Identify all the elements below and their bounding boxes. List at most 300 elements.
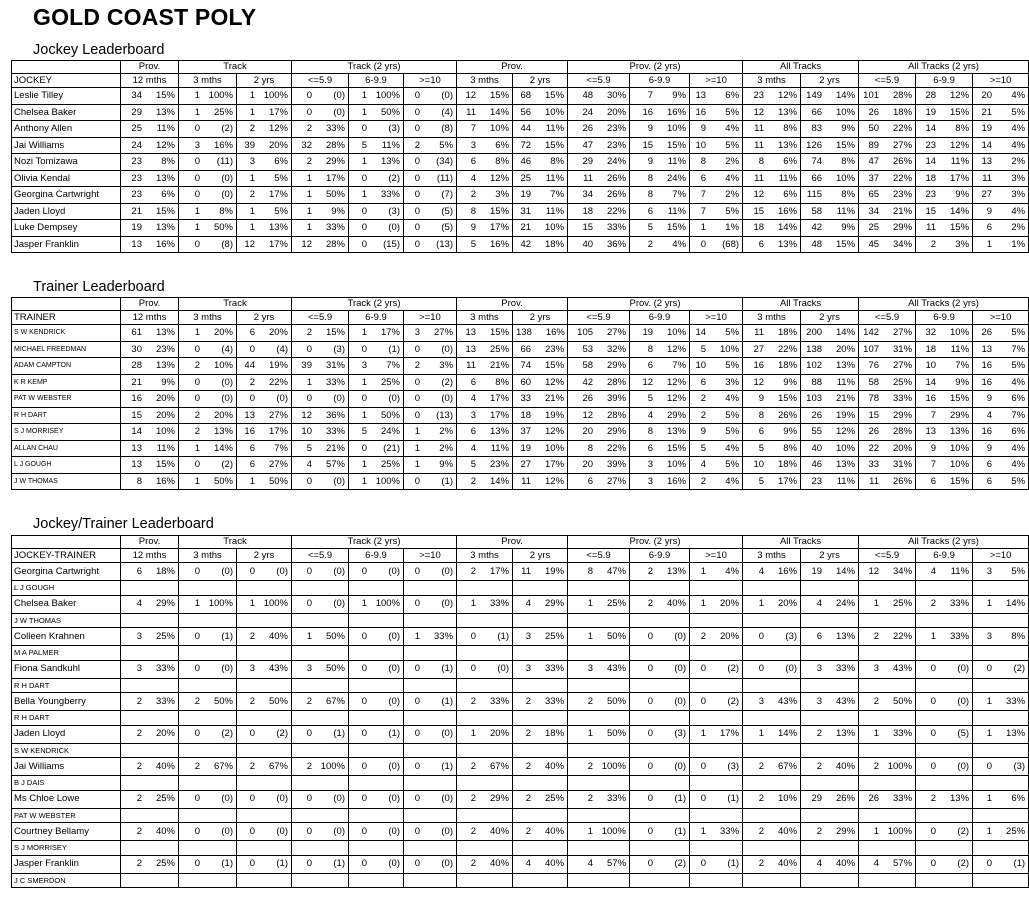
- stat-wins: 0: [306, 565, 312, 577]
- stat-cell: [121, 725, 179, 743]
- stat-cell: [630, 790, 690, 808]
- stat-percent: (0): [674, 695, 687, 707]
- stat-wins: 11: [521, 565, 532, 577]
- stat-cell: [973, 563, 1029, 581]
- empty-cell: [404, 776, 457, 791]
- stat-wins: 3: [525, 630, 532, 642]
- empty-cell: [237, 646, 292, 661]
- stat-cell: [916, 595, 973, 613]
- stat-cell: [349, 137, 404, 154]
- stat-cell: [690, 823, 743, 841]
- stat-wins: 21: [131, 205, 142, 217]
- stat-wins: 1: [758, 728, 765, 740]
- stat-cell: [237, 693, 292, 711]
- stat-wins: 3: [758, 695, 765, 707]
- stat-percent: (1): [441, 663, 454, 675]
- stat-percent: 100%: [375, 475, 400, 487]
- stat-wins: 12: [301, 409, 312, 421]
- empty-cell: [513, 873, 568, 888]
- stat-cell: [916, 823, 973, 841]
- name-column-header: JOCKEY: [12, 74, 121, 88]
- stat-cell: [237, 236, 292, 253]
- stat-percent: (4): [276, 343, 288, 355]
- stat-cell: [179, 693, 237, 711]
- stat-wins: 4: [647, 409, 654, 421]
- stat-wins: 8: [136, 475, 142, 487]
- stat-percent: 20%: [155, 393, 175, 404]
- stat-percent: 8%: [783, 123, 798, 134]
- stat-percent: 25%: [213, 106, 233, 118]
- stat-percent: (1): [333, 858, 345, 870]
- stat-wins: 4: [470, 442, 477, 454]
- stat-percent: (0): [441, 793, 454, 805]
- column-header-cell: <=5.9: [568, 74, 630, 88]
- stat-percent: 40%: [778, 825, 798, 837]
- stat-wins: 0: [194, 376, 200, 388]
- stat-wins: 2: [816, 825, 823, 837]
- empty-cell: [179, 841, 237, 856]
- column-header-cell: 6-9.9: [916, 74, 973, 88]
- stat-wins: 25: [868, 222, 880, 233]
- stat-percent: (0): [333, 393, 345, 404]
- blank-header-cell: [12, 536, 121, 549]
- stat-percent: 10%: [545, 442, 565, 454]
- stat-wins: 4: [525, 858, 532, 870]
- stat-wins: 0: [194, 123, 200, 134]
- empty-cell: [292, 743, 349, 758]
- stat-wins: 50: [868, 123, 880, 134]
- stat-percent: 13%: [836, 459, 856, 470]
- stat-percent: 47%: [607, 565, 627, 577]
- stat-cell: [513, 595, 568, 613]
- stat-percent: 11%: [836, 475, 856, 487]
- stat-wins: 21: [131, 376, 142, 388]
- stat-cell: [349, 203, 404, 220]
- empty-cell: [513, 678, 568, 693]
- trainer-subrow: [12, 743, 1029, 758]
- table-row: [12, 725, 1029, 743]
- stat-cell: [179, 358, 237, 375]
- stat-cell: [859, 473, 916, 490]
- table-row: [12, 595, 1029, 613]
- stat-wins: 2: [816, 728, 823, 740]
- stat-wins: 27: [981, 189, 993, 200]
- stat-wins: 0: [306, 90, 312, 101]
- stat-cell: [859, 88, 916, 105]
- stat-wins: 6: [986, 459, 993, 470]
- stat-percent: 33%: [545, 663, 565, 675]
- column-header-row: [12, 311, 1029, 325]
- stat-wins: 0: [194, 238, 200, 250]
- stat-wins: 2: [758, 760, 765, 772]
- stat-wins: 11: [926, 222, 937, 233]
- stat-percent: (3): [785, 630, 798, 642]
- stat-wins: 138: [806, 343, 823, 355]
- stat-percent: 12%: [155, 139, 175, 151]
- stat-cell: [349, 88, 404, 105]
- stat-cell: [237, 563, 292, 581]
- stat-percent: 5%: [274, 172, 288, 184]
- stat-wins: 3: [873, 663, 880, 675]
- stat-cell: [179, 104, 237, 121]
- stat-percent: 4%: [1011, 205, 1026, 217]
- stat-wins: 1: [700, 728, 707, 740]
- stat-percent: 33%: [607, 793, 627, 805]
- empty-cell: [513, 581, 568, 596]
- stat-wins: 1: [873, 825, 880, 837]
- empty-cell: [457, 678, 513, 693]
- stat-cell: [916, 473, 973, 490]
- stat-cell: [237, 725, 292, 743]
- stat-cell: [121, 121, 179, 138]
- empty-cell: [237, 711, 292, 726]
- stat-percent: 40%: [490, 858, 510, 870]
- column-header-row: [12, 549, 1029, 563]
- stat-cell: [404, 563, 457, 581]
- stat-percent: 1%: [725, 222, 740, 233]
- stat-cell: [349, 790, 404, 808]
- stat-percent: 23%: [545, 343, 565, 355]
- stat-wins: 3: [414, 327, 421, 338]
- empty-cell: [349, 808, 404, 823]
- stat-percent: (0): [388, 663, 400, 675]
- stat-percent: 29%: [490, 793, 510, 805]
- stat-wins: 3: [249, 663, 255, 675]
- trainer-name-cell: L J GOUGH: [12, 581, 121, 596]
- stat-percent: 20%: [778, 598, 798, 610]
- empty-cell: [121, 808, 179, 823]
- stat-percent: 16%: [778, 565, 798, 577]
- stat-wins: 2: [470, 760, 477, 772]
- trainer-section-title: Trainer Leaderboard: [33, 279, 165, 295]
- stat-wins: 0: [930, 728, 937, 740]
- group-header-cell: Prov.: [121, 298, 179, 311]
- empty-cell: [859, 873, 916, 888]
- stat-wins: 6: [700, 376, 707, 388]
- stat-percent: (0): [276, 793, 288, 805]
- stat-wins: 0: [249, 565, 255, 577]
- stat-wins: 2: [647, 565, 654, 577]
- stat-percent: 5%: [1011, 106, 1026, 118]
- stat-percent: 11%: [778, 172, 798, 184]
- empty-cell: [568, 613, 630, 628]
- stat-wins: 0: [361, 238, 367, 250]
- stat-cell: [743, 187, 801, 204]
- stat-percent: 5%: [1011, 475, 1026, 487]
- stat-wins: 13: [695, 90, 707, 101]
- stat-wins: 6: [136, 565, 142, 577]
- stat-percent: 6%: [1011, 393, 1026, 404]
- stat-cell: [916, 170, 973, 187]
- stat-percent: 27%: [268, 459, 288, 470]
- stat-cell: [457, 391, 513, 408]
- stat-wins: 32: [925, 327, 937, 338]
- stat-wins: 1: [700, 598, 707, 610]
- empty-cell: [973, 743, 1029, 758]
- stat-percent: (2): [957, 825, 970, 837]
- stat-cell: [457, 325, 513, 342]
- stat-wins: 0: [361, 393, 367, 404]
- trainer-name-cell: PAT W WEBSTER: [12, 808, 121, 823]
- stat-cell: [457, 424, 513, 441]
- column-header-cell: <=5.9: [568, 549, 630, 563]
- stat-wins: 0: [647, 825, 654, 837]
- column-header-cell: 2 yrs: [513, 311, 568, 325]
- stat-cell: [630, 473, 690, 490]
- stat-percent: 4%: [1011, 123, 1026, 134]
- empty-cell: [179, 808, 237, 823]
- stat-cell: [973, 440, 1029, 457]
- stat-percent: 27%: [893, 139, 913, 151]
- column-header-cell: 3 mths: [179, 74, 237, 88]
- empty-cell: [630, 873, 690, 888]
- stat-percent: 100%: [887, 760, 913, 772]
- stat-wins: 1: [758, 598, 765, 610]
- stat-cell: [513, 88, 568, 105]
- stat-cell: [349, 693, 404, 711]
- stat-percent: 12%: [545, 426, 565, 437]
- stat-cell: [457, 790, 513, 808]
- stat-percent: 8%: [1011, 630, 1026, 642]
- stat-cell: [457, 595, 513, 613]
- stat-wins: 12: [753, 189, 765, 200]
- stat-wins: 8: [470, 205, 477, 217]
- stat-percent: (1): [441, 760, 454, 772]
- stat-cell: [568, 137, 630, 154]
- stat-wins: 1: [700, 222, 707, 233]
- stat-percent: (0): [441, 728, 454, 740]
- table-row: [12, 440, 1029, 457]
- stat-percent: 9%: [955, 376, 970, 388]
- stat-percent: 43%: [836, 695, 856, 707]
- stat-cell: [292, 758, 349, 776]
- stat-wins: 0: [194, 825, 200, 837]
- empty-cell: [121, 613, 179, 628]
- stat-wins: 0: [249, 825, 255, 837]
- stat-wins: 3: [194, 139, 200, 151]
- stat-percent: (1): [276, 858, 288, 870]
- column-header-cell: <=5.9: [292, 311, 349, 325]
- stat-cell: [859, 121, 916, 138]
- empty-cell: [349, 776, 404, 791]
- stat-wins: 2: [470, 565, 477, 577]
- stat-percent: 10%: [155, 426, 175, 437]
- stat-percent: 12%: [490, 172, 510, 184]
- stat-wins: 0: [194, 393, 200, 404]
- stat-wins: 26: [582, 123, 594, 134]
- table-row: [12, 407, 1029, 424]
- stat-cell: [513, 391, 568, 408]
- stat-wins: 16: [244, 426, 255, 437]
- stat-wins: 2: [700, 409, 707, 421]
- stat-percent: (0): [276, 393, 288, 404]
- stat-wins: 12: [582, 409, 594, 421]
- stat-percent: (0): [221, 393, 233, 404]
- stat-cell: [568, 154, 630, 171]
- stat-cell: [630, 220, 690, 237]
- stat-wins: 12: [301, 238, 312, 250]
- stat-cell: [743, 823, 801, 841]
- stat-percent: 10%: [836, 172, 856, 184]
- empty-cell: [404, 613, 457, 628]
- column-header-cell: 6-9.9: [630, 74, 690, 88]
- empty-cell: [237, 743, 292, 758]
- stat-cell: [179, 758, 237, 776]
- stat-percent: 40%: [155, 760, 175, 772]
- stat-cell: [568, 358, 630, 375]
- stat-cell: [292, 790, 349, 808]
- stat-wins: 42: [520, 238, 532, 250]
- stat-wins: 0: [306, 825, 312, 837]
- stat-percent: 16%: [213, 139, 233, 151]
- stat-cell: [801, 121, 859, 138]
- stat-percent: (5): [441, 205, 454, 217]
- stat-cell: [801, 187, 859, 204]
- empty-cell: [690, 841, 743, 856]
- stat-wins: 32: [301, 139, 312, 151]
- stat-cell: [743, 758, 801, 776]
- stat-cell: [568, 88, 630, 105]
- stat-percent: 7%: [672, 360, 687, 371]
- column-header-cell: 2 yrs: [237, 311, 292, 325]
- stat-cell: [690, 187, 743, 204]
- empty-cell: [457, 776, 513, 791]
- stat-percent: 100%: [208, 598, 233, 610]
- stat-wins: 19: [520, 442, 532, 454]
- stat-wins: 1: [361, 376, 367, 388]
- stat-cell: [292, 137, 349, 154]
- stat-percent: 6%: [1011, 793, 1026, 805]
- stat-wins: 74: [811, 156, 823, 167]
- stat-percent: 22%: [778, 343, 798, 355]
- stat-wins: 42: [582, 376, 594, 388]
- stat-percent: 1%: [1011, 238, 1026, 250]
- empty-cell: [690, 808, 743, 823]
- empty-cell: [743, 711, 801, 726]
- stat-wins: 61: [131, 327, 142, 338]
- stat-wins: 10: [925, 360, 937, 371]
- empty-cell: [237, 581, 292, 596]
- column-header-cell: 3 mths: [457, 74, 513, 88]
- stat-percent: 5%: [1011, 565, 1026, 577]
- stat-percent: (2): [221, 728, 233, 740]
- stat-wins: 0: [414, 393, 421, 404]
- stat-wins: 107: [863, 343, 880, 355]
- stat-cell: [630, 391, 690, 408]
- stat-cell: [404, 187, 457, 204]
- stat-percent: 13%: [268, 222, 288, 233]
- stat-cell: [630, 170, 690, 187]
- stat-percent: 19%: [268, 360, 288, 371]
- column-header-cell: >=10: [690, 549, 743, 563]
- stat-wins: 14: [925, 156, 937, 167]
- stat-percent: 13%: [490, 426, 510, 437]
- stat-wins: 0: [414, 238, 421, 250]
- stat-percent: 11%: [545, 123, 565, 134]
- stat-wins: 1: [587, 728, 594, 740]
- stat-wins: 39: [244, 139, 255, 151]
- stat-cell: [457, 440, 513, 457]
- stat-wins: 14: [695, 327, 707, 338]
- stat-percent: 2%: [1011, 156, 1026, 167]
- stat-cell: [237, 220, 292, 237]
- jockey-trainer-section-title: Jockey/Trainer Leaderboard: [33, 516, 214, 532]
- stat-cell: [292, 220, 349, 237]
- stat-cell: [513, 137, 568, 154]
- stat-cell: [349, 563, 404, 581]
- row-name-cell: PAT W WEBSTER: [12, 391, 121, 408]
- stat-wins: 0: [306, 598, 312, 610]
- stat-percent: 40%: [545, 825, 565, 837]
- empty-cell: [292, 873, 349, 888]
- stat-wins: 72: [520, 139, 532, 151]
- stat-wins: 16: [981, 426, 993, 437]
- empty-cell: [513, 841, 568, 856]
- stat-cell: [121, 628, 179, 646]
- stat-percent: 13%: [836, 728, 856, 740]
- empty-cell: [690, 776, 743, 791]
- stat-wins: 29: [131, 106, 142, 118]
- stat-cell: [513, 121, 568, 138]
- stat-percent: 8%: [955, 123, 970, 134]
- empty-cell: [404, 841, 457, 856]
- row-name-cell: Georgina Cartwright: [12, 187, 121, 204]
- stat-wins: 33: [868, 459, 880, 470]
- stat-wins: 0: [758, 630, 765, 642]
- stat-cell: [404, 855, 457, 873]
- stat-cell: [349, 628, 404, 646]
- stat-percent: 21%: [836, 393, 856, 404]
- stat-percent: 13%: [778, 106, 798, 118]
- stat-percent: 29%: [325, 156, 345, 167]
- stat-wins: 1: [361, 409, 367, 421]
- stat-wins: 0: [414, 695, 421, 707]
- column-header-cell: >=10: [404, 74, 457, 88]
- stat-percent: 11%: [836, 205, 856, 217]
- stat-cell: [859, 104, 916, 121]
- group-header-row: [12, 536, 1029, 549]
- stat-percent: (0): [333, 825, 345, 837]
- stat-cell: [513, 790, 568, 808]
- stat-percent: 23%: [607, 123, 627, 134]
- stat-wins: 0: [249, 793, 255, 805]
- stat-percent: 4%: [1011, 459, 1026, 470]
- stat-percent: 5%: [725, 327, 740, 338]
- stat-wins: 88: [811, 376, 823, 388]
- stat-wins: 0: [414, 760, 421, 772]
- stat-percent: 4%: [1011, 139, 1026, 151]
- stat-cell: [859, 220, 916, 237]
- empty-cell: [237, 873, 292, 888]
- stat-cell: [292, 391, 349, 408]
- stat-percent: 15%: [667, 139, 687, 151]
- stat-percent: 22%: [607, 205, 627, 217]
- stat-cell: [568, 220, 630, 237]
- stat-percent: 24%: [836, 598, 856, 610]
- stat-cell: [801, 374, 859, 391]
- row-name-cell: K R KEMP: [12, 374, 121, 391]
- stat-cell: [404, 407, 457, 424]
- stat-percent: 17%: [268, 426, 288, 437]
- stat-cell: [801, 391, 859, 408]
- stat-wins: 34: [582, 189, 594, 200]
- stat-percent: 17%: [380, 327, 400, 338]
- stat-wins: 2: [525, 760, 532, 772]
- stat-cell: [457, 137, 513, 154]
- stat-percent: 33%: [950, 630, 970, 642]
- stat-cell: [916, 88, 973, 105]
- stat-wins: 3: [986, 565, 993, 577]
